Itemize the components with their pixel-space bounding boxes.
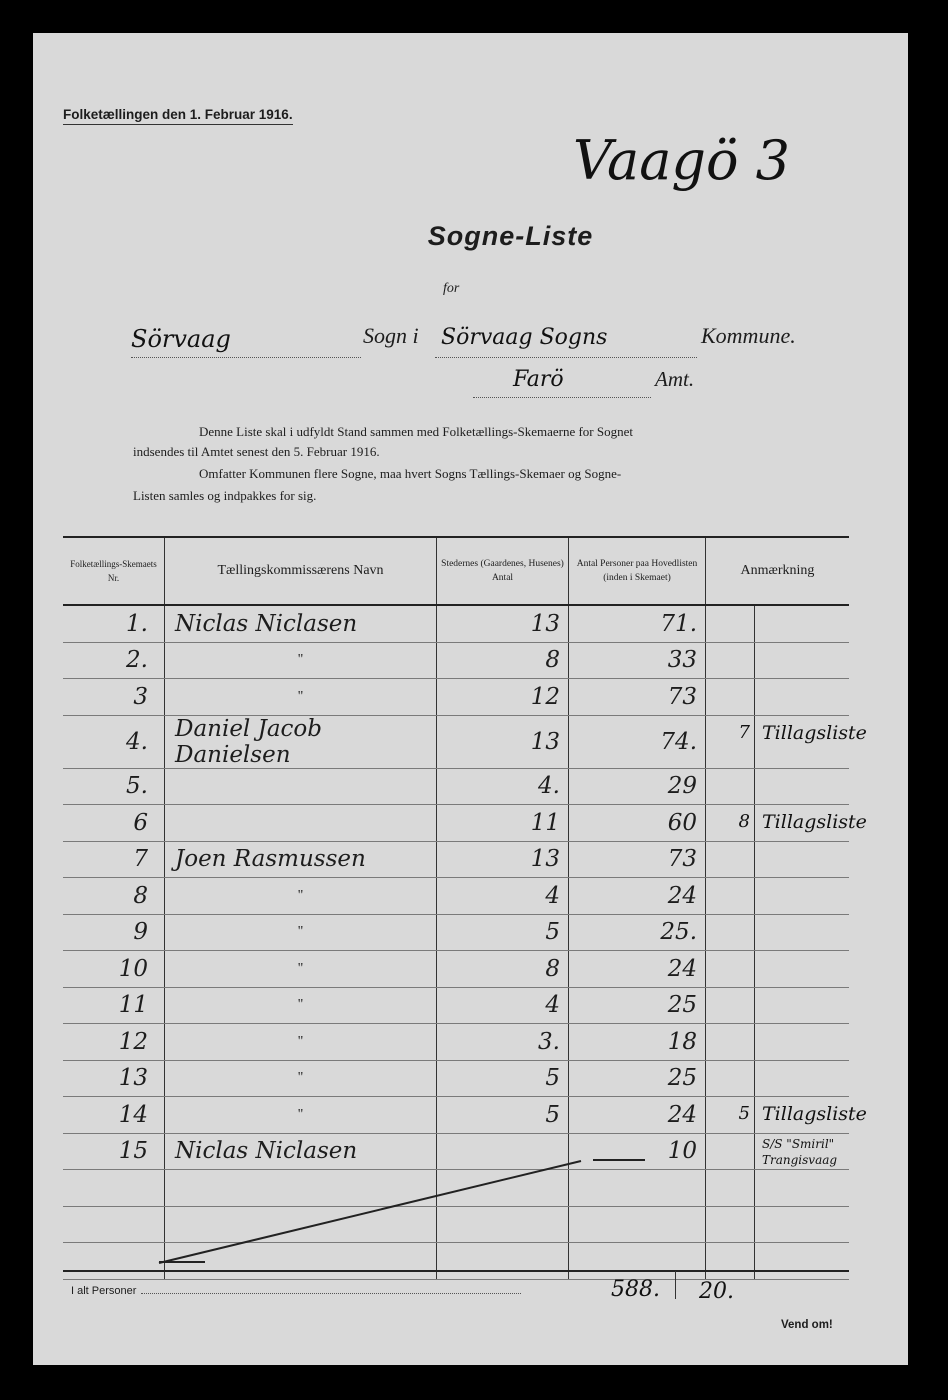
instruction-line-1: Denne Liste skal i udfyldt Stand sammen med Folketællings-Skemaerne for Sognet <box>199 424 633 439</box>
header-skema-nr: Folketællings-Skemaets Nr. <box>63 537 165 605</box>
anm-text: Tillagsliste <box>762 1103 867 1125</box>
cell-skema-nr: 12 <box>63 1024 165 1061</box>
cell-skema-nr: 9 <box>63 914 165 951</box>
cell-steder-antal: 11 <box>437 805 569 842</box>
cell-kommissaer-navn: " <box>165 914 437 951</box>
for-word: for <box>443 281 460 296</box>
cell-personer-antal: 25. <box>569 914 706 951</box>
cell-personer-antal: 71. <box>569 605 706 642</box>
turn-over-note: Vend om! <box>781 1319 833 1331</box>
cell-kommissaer-navn: " <box>165 1060 437 1097</box>
cell-steder-antal: 13 <box>437 715 569 768</box>
census-title: Folketællingen den 1. Februar 1916. <box>63 107 293 125</box>
header-steder-antal: Stedernes (Gaardenes, Husenes) Antal <box>437 537 569 605</box>
cell-personer-antal: 60 <box>569 805 706 842</box>
cell-personer-antal: 29 <box>569 768 706 805</box>
cell-skema-nr: 8 <box>63 878 165 915</box>
cell-skema-nr: 10 <box>63 951 165 988</box>
cell-personer-antal: 25 <box>569 1060 706 1097</box>
cell-steder-antal: 4. <box>437 768 569 805</box>
census-form-sheet <box>33 33 908 1365</box>
anm-text: Tillagsliste <box>762 721 867 744</box>
sogn-label: Sogn i <box>363 323 419 348</box>
totals-label: I alt Personer <box>71 1285 521 1297</box>
cell-kommissaer-navn: Daniel Jacob Danielsen <box>165 715 437 768</box>
cell-skema-nr: 3 <box>63 679 165 716</box>
instruction-line-3: Omfatter Kommunen flere Sogne, maa hvert Sogns Tællings-Skemaer og Sogne- <box>199 466 622 481</box>
cell-skema-nr: 7 <box>63 841 165 878</box>
cell-kommissaer-navn: " <box>165 679 437 716</box>
cell-personer-antal: 10 <box>569 1133 706 1170</box>
cell-personer-antal: 24 <box>569 878 706 915</box>
handwritten-archive-mark: Vaagö 3 <box>573 129 791 192</box>
cell-personer-antal: 33 <box>569 642 706 679</box>
instruction-line-2: indsendes til Amtet senest den 5. Februar 1916. <box>133 444 380 459</box>
cell-kommissaer-navn: " <box>165 951 437 988</box>
cell-skema-nr: 2. <box>63 642 165 679</box>
cell-kommissaer-navn: Joen Rasmussen <box>165 841 437 878</box>
header-kommissaer-navn: Tællingskommissærens Navn <box>165 537 437 605</box>
anm-text: Tillagsliste <box>762 811 867 833</box>
cell-skema-nr: 15 <box>63 1133 165 1170</box>
totals-rule <box>63 1270 849 1272</box>
header-anmaerkning: Anmærkning <box>706 537 850 605</box>
cell-steder-antal: 4 <box>437 878 569 915</box>
anm-number: 5 <box>738 1103 750 1124</box>
cell-skema-nr: 11 <box>63 987 165 1024</box>
cell-kommissaer-navn: Niclas Niclasen <box>165 605 437 642</box>
cell-steder-antal: 5 <box>437 1097 569 1134</box>
kommune-name: Sörvaag Sogns <box>441 325 608 350</box>
cell-kommissaer-navn: " <box>165 642 437 679</box>
anm-number: 8 <box>738 811 750 832</box>
cell-kommissaer-navn: " <box>165 878 437 915</box>
parish-name: Sörvaag <box>131 325 231 353</box>
cell-steder-antal: 12 <box>437 679 569 716</box>
cell-steder-antal: 3. <box>437 1024 569 1061</box>
cancel-stroke-lines <box>33 33 908 1365</box>
cell-personer-antal: 74. <box>569 715 706 768</box>
kommune-label: Kommune. <box>701 323 796 348</box>
anm-text: S/S "Smiril" Trangisvaag <box>762 1136 838 1167</box>
cell-personer-antal: 24 <box>569 951 706 988</box>
cell-steder-antal: 8 <box>437 951 569 988</box>
cell-personer-antal: 73 <box>569 841 706 878</box>
header-personer-antal: Antal Personer paa Hovedlisten (inden i Skemaet) <box>569 537 706 605</box>
cell-personer-antal: 24 <box>569 1097 706 1134</box>
cell-personer-antal: 25 <box>569 987 706 1024</box>
totals-divider <box>675 1271 676 1299</box>
cell-skema-nr: 5. <box>63 768 165 805</box>
totals-anmaerkning: 20. <box>699 1279 734 1304</box>
cell-skema-nr: 1. <box>63 605 165 642</box>
cell-kommissaer-navn: Niclas Niclasen <box>165 1133 437 1170</box>
anm-number: 7 <box>738 721 750 743</box>
form-title: Sogne-Liste <box>427 221 594 251</box>
cell-skema-nr: 4. <box>63 715 165 768</box>
cell-steder-antal: 4 <box>437 987 569 1024</box>
amt-name: Farö <box>513 367 564 392</box>
cell-personer-antal: 73 <box>569 679 706 716</box>
cell-kommissaer-navn: " <box>165 987 437 1024</box>
cell-steder-antal: 5 <box>437 914 569 951</box>
cell-skema-nr: 14 <box>63 1097 165 1134</box>
cell-steder-antal: 8 <box>437 642 569 679</box>
cell-kommissaer-navn: " <box>165 1097 437 1134</box>
cell-steder-antal: 13 <box>437 841 569 878</box>
totals-personer: 588. <box>611 1277 660 1302</box>
amt-label: Amt. <box>655 367 695 391</box>
cell-kommissaer-navn: " <box>165 1024 437 1061</box>
cell-steder-antal: 5 <box>437 1060 569 1097</box>
cell-skema-nr: 6 <box>63 805 165 842</box>
cell-skema-nr: 13 <box>63 1060 165 1097</box>
instruction-line-4: Listen samles og indpakkes for sig. <box>133 488 317 503</box>
cell-steder-antal: 13 <box>437 605 569 642</box>
cell-personer-antal: 18 <box>569 1024 706 1061</box>
